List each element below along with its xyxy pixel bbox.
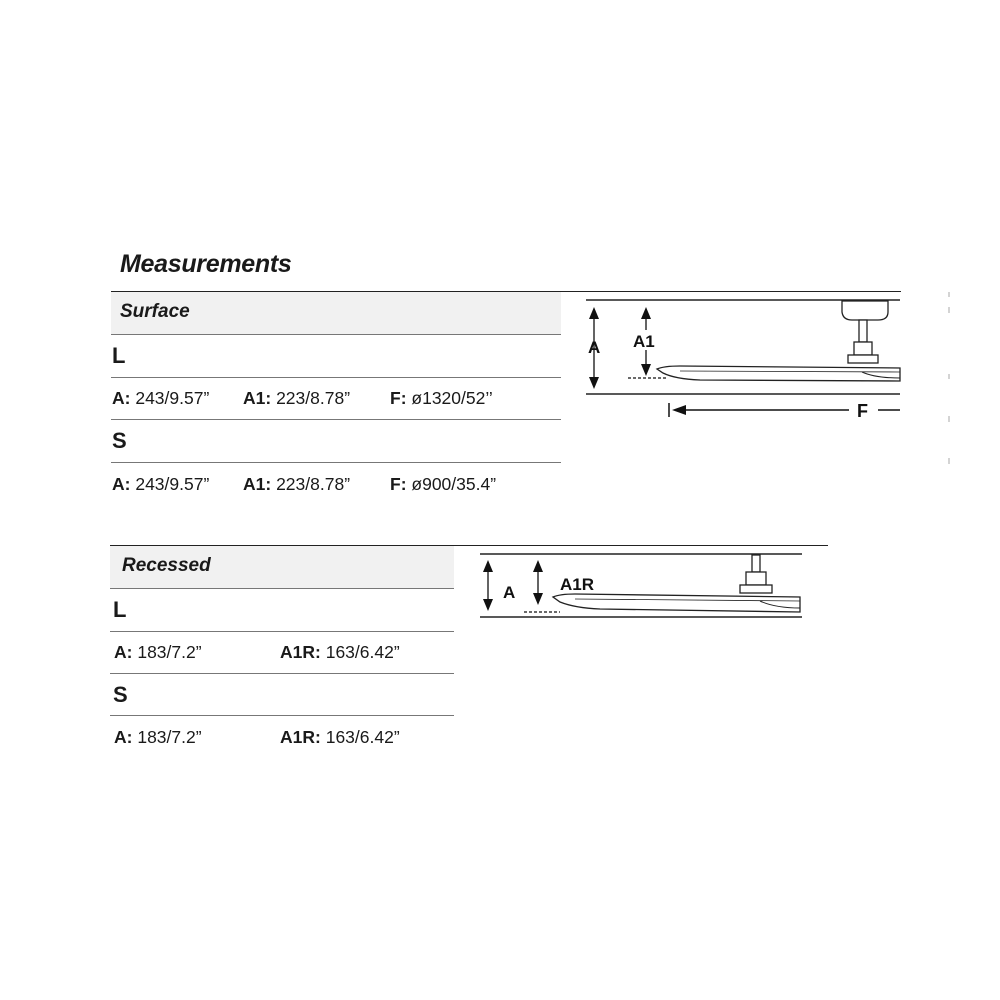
arrow-down-icon: [533, 593, 543, 605]
spec-a1r: A1R: 163/6.42”: [280, 642, 400, 662]
arrow-up-icon: [483, 560, 493, 572]
recessed-size-s: S: [113, 682, 128, 707]
recessed-section-label: Recessed: [122, 555, 211, 576]
spec-a: A: 243/9.57”: [112, 388, 210, 408]
spec-a1r: A1R: 163/6.42”: [280, 727, 400, 747]
surface-size-l: L: [112, 343, 126, 368]
surface-size-s: S: [112, 428, 127, 453]
spec-a1: A1: 223/8.78”: [243, 474, 351, 494]
arrow-down-icon: [483, 599, 493, 611]
page-title: Measurements: [120, 250, 292, 278]
spec-a: A: 183/7.2”: [114, 727, 202, 747]
arrow-up-icon: [533, 560, 543, 572]
fan-blade-icon: [553, 594, 800, 612]
label-a: A: [588, 338, 601, 357]
spec-f: F: ø1320/52’’: [390, 388, 493, 408]
label-a1: A1: [633, 332, 655, 351]
surface-section-label: Surface: [120, 301, 190, 322]
downrod-icon: [752, 555, 760, 572]
spec-f: F: ø900/35.4”: [390, 474, 497, 494]
recessed-size-l: L: [113, 597, 127, 622]
spec-a: A: 183/7.2”: [114, 642, 202, 662]
spec-a1: A1: 223/8.78”: [243, 388, 351, 408]
spec-a: A: 243/9.57”: [112, 474, 210, 494]
label-f: F: [857, 401, 868, 421]
label-a1r: A1R: [560, 575, 595, 594]
label-a: A: [503, 583, 516, 602]
